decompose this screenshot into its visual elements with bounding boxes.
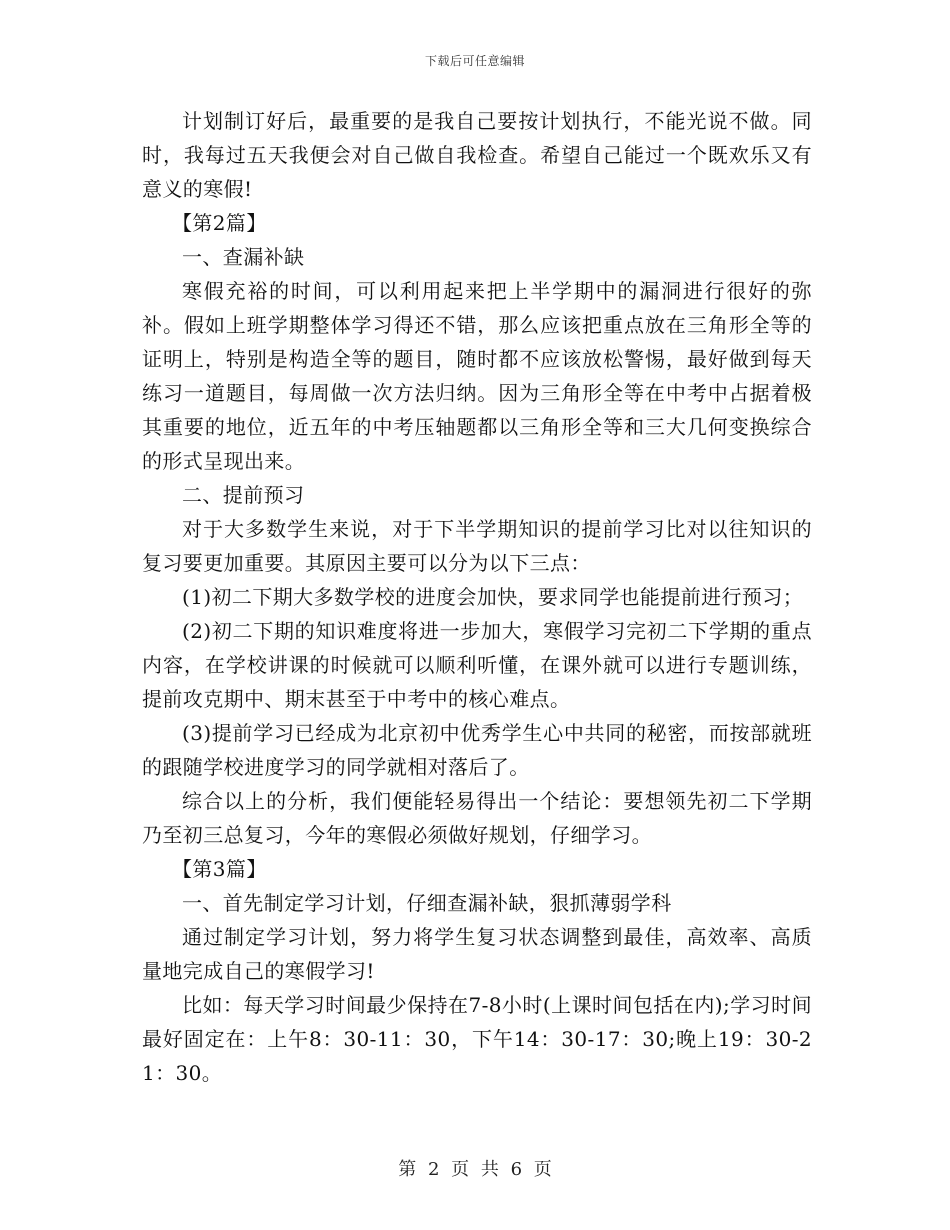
subheading-preview: 二、提前预习 [182,483,305,507]
paragraph-study-plan: 通过制定学习计划，努力将学生复习状态调整到最佳，高效率、高质量地完成自己的寒假学习! [142,925,812,983]
page-number-footer: 第 2 页 共 6 页 [398,1159,552,1180]
paragraph-plan-execution: 计划制订好后，最重要的是我自己要按计划执行，不能光说不做。同时，我每过五天我便会对自己做自我检查。希望自己能过一个既欢乐又有意义的寒假! [142,109,812,201]
subheading-fill-gaps: 一、查漏补缺 [182,245,305,269]
page-header: 下载后可任意编辑 [424,54,525,68]
section-heading-part-2: 【第2篇】 [172,211,267,235]
paragraph-conclusion: 综合以上的分析，我们便能轻易得出一个结论：要想领先初二下学期乃至初三总复习，今年的寒假必须做好规划，仔细学习。 [142,789,812,847]
section-heading-part-3: 【第3篇】 [172,857,267,881]
list-item-reason-3: (3)提前学习已经成为北京初中优秀学生心中共同的秘密，而按部就班的跟随学校进度学习的同学就相对落后了。 [142,721,812,779]
paragraph-fill-gaps: 寒假充裕的时间，可以利用起来把上半学期中的漏洞进行很好的弥补。假如上班学期整体学习得还不错，那么应该把重点放在三角形全等的证明上，特别是构造全等的题目，随时都不应该放松警惕，最好做到每天练习一道题目，每周做一次方法归纳。因为三角形全等在中考中占据着极其重要的地位，近五年的中考压轴题都以三角形全等和三大几何变换综合的形式呈现出来。 [142,279,812,473]
paragraph-schedule-example: 比如：每天学习时间最少保持在7-8小时(上课时间包括在内);学习时间最好固定在：上午8：30-11：30，下午14：30-17：30;晚上19：30-21：30。 [142,993,812,1085]
list-item-reason-1: (1)初二下期大多数学校的进度会加快，要求同学也能提前进行预习； [182,585,804,609]
list-item-reason-2: (2)初二下期的知识难度将进一步加大，寒假学习完初二下学期的重点内容，在学校讲课的时候就可以顺利听懂，在课外就可以进行专题训练，提前攻克期中、期末甚至于中考中的核心难点。 [142,619,812,711]
subheading-study-plan: 一、首先制定学习计划，仔细查漏补缺，狠抓薄弱学科 [182,891,672,915]
document-body [142,104,812,1090]
paragraph-preview-intro: 对于大多数学生来说，对于下半学期知识的提前学习比对以往知识的复习要更加重要。其原因主要可以分为以下三点： [142,517,812,575]
